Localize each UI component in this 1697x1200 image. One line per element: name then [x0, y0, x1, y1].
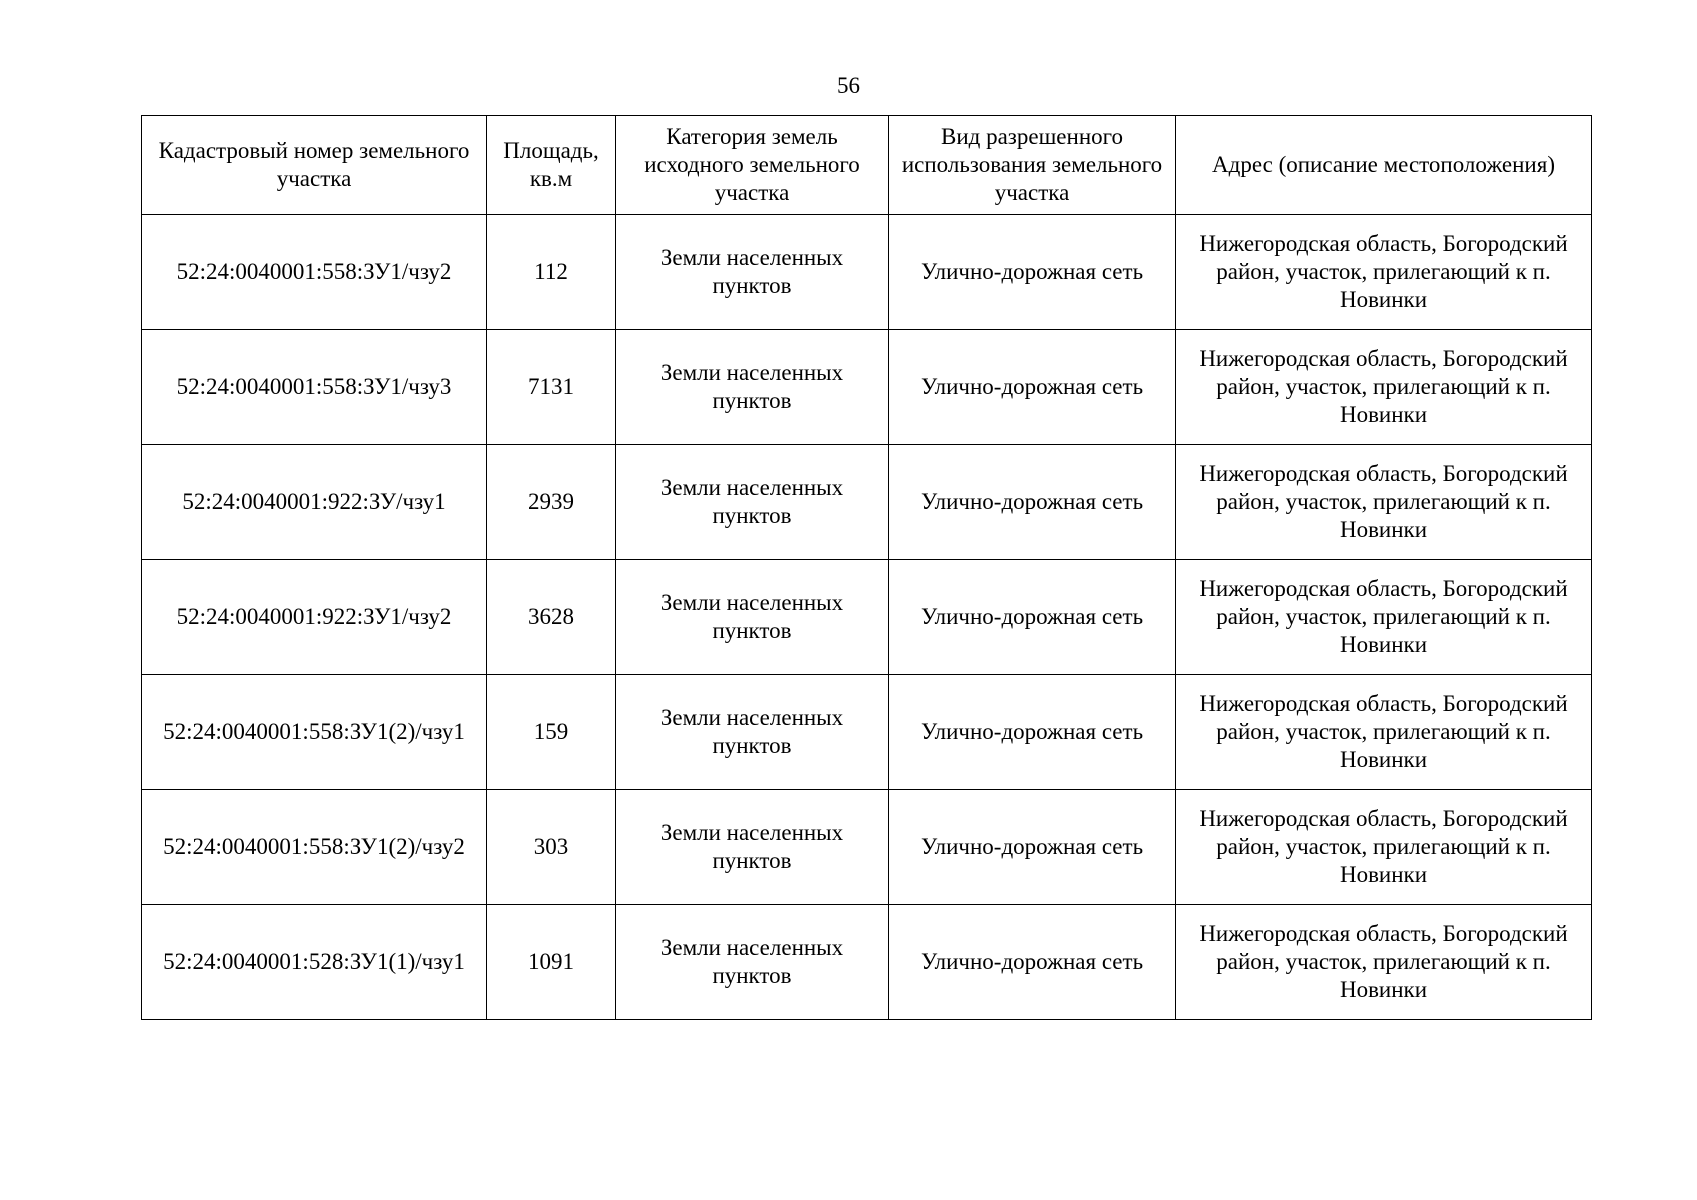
- cell-permitted-use: Улично-дорожная сеть: [889, 790, 1176, 905]
- cell-area: 159: [487, 675, 616, 790]
- cell-cadastral-number: 52:24:0040001:558:ЗУ1/чзу3: [142, 330, 487, 445]
- land-plots-table: [141, 115, 1592, 1020]
- table-header: [142, 116, 1592, 215]
- header-address: Адрес (описание местоположения): [1176, 116, 1592, 215]
- table-row: [142, 905, 1592, 1020]
- cell-address: Нижегородская область, Богородский район, участок, прилегающий к п. Новинки: [1176, 560, 1592, 675]
- header-area: Площадь, кв.м: [487, 116, 616, 215]
- cell-area: 3628: [487, 560, 616, 675]
- table-row: [142, 560, 1592, 675]
- cell-cadastral-number: 52:24:0040001:528:ЗУ1(1)/чзу1: [142, 905, 487, 1020]
- cell-address: Нижегородская область, Богородский район, участок, прилегающий к п. Новинки: [1176, 675, 1592, 790]
- cell-cadastral-number: 52:24:0040001:922:ЗУ/чзу1: [142, 445, 487, 560]
- cell-cadastral-number: 52:24:0040001:558:ЗУ1/чзу2: [142, 215, 487, 330]
- cell-address: Нижегородская область, Богородский район, участок, прилегающий к п. Новинки: [1176, 330, 1592, 445]
- header-cadastral-number: Кадастровый номер земельного участка: [142, 116, 487, 215]
- cell-area: 2939: [487, 445, 616, 560]
- cell-land-category: Земли населенных пунктов: [616, 215, 889, 330]
- table-body: [142, 215, 1592, 1020]
- table-row: [142, 675, 1592, 790]
- cell-land-category: Земли населенных пунктов: [616, 445, 889, 560]
- cell-area: 112: [487, 215, 616, 330]
- cell-permitted-use: Улично-дорожная сеть: [889, 560, 1176, 675]
- cell-land-category: Земли населенных пунктов: [616, 330, 889, 445]
- cell-address: Нижегородская область, Богородский район, участок, прилегающий к п. Новинки: [1176, 215, 1592, 330]
- cell-area: 7131: [487, 330, 616, 445]
- cell-permitted-use: Улично-дорожная сеть: [889, 330, 1176, 445]
- cell-cadastral-number: 52:24:0040001:558:ЗУ1(2)/чзу2: [142, 790, 487, 905]
- cell-land-category: Земли населенных пунктов: [616, 560, 889, 675]
- cell-permitted-use: Улично-дорожная сеть: [889, 675, 1176, 790]
- page-number: 56: [837, 73, 860, 98]
- header-permitted-use: Вид разрешенного использования земельного участка: [889, 116, 1176, 215]
- table-row: [142, 790, 1592, 905]
- cell-land-category: Земли населенных пунктов: [616, 790, 889, 905]
- cell-area: 1091: [487, 905, 616, 1020]
- cell-area: 303: [487, 790, 616, 905]
- table-row: [142, 330, 1592, 445]
- cell-permitted-use: Улично-дорожная сеть: [889, 215, 1176, 330]
- header-land-category: Категория земель исходного земельного участка: [616, 116, 889, 215]
- table-row: [142, 215, 1592, 330]
- cell-address: Нижегородская область, Богородский район, участок, прилегающий к п. Новинки: [1176, 790, 1592, 905]
- cell-address: Нижегородская область, Богородский район, участок, прилегающий к п. Новинки: [1176, 445, 1592, 560]
- cell-address: Нижегородская область, Богородский район, участок, прилегающий к п. Новинки: [1176, 905, 1592, 1020]
- cell-land-category: Земли населенных пунктов: [616, 905, 889, 1020]
- cell-cadastral-number: 52:24:0040001:558:ЗУ1(2)/чзу1: [142, 675, 487, 790]
- header-row: [142, 116, 1592, 215]
- cell-land-category: Земли населенных пунктов: [616, 675, 889, 790]
- table-row: [142, 445, 1592, 560]
- cell-permitted-use: Улично-дорожная сеть: [889, 905, 1176, 1020]
- cell-cadastral-number: 52:24:0040001:922:ЗУ1/чзу2: [142, 560, 487, 675]
- cell-permitted-use: Улично-дорожная сеть: [889, 445, 1176, 560]
